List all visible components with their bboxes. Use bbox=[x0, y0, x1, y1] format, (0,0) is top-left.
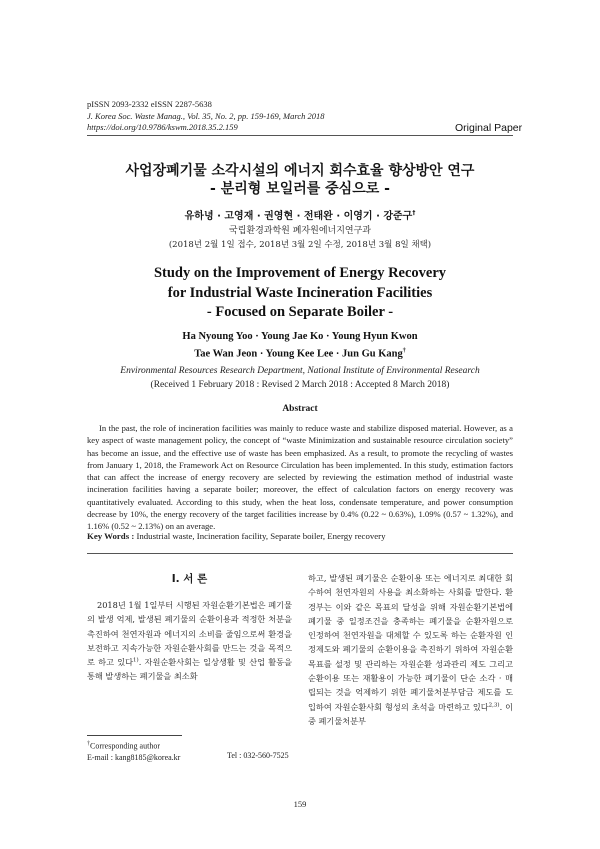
intro-text-a: 2018년 1월 1일부터 시행된 자원순환기본법은 폐기물의 발생 억제, 발생된 폐기물의 순환이용과 적정한 처분을 촉진하여 천연자원과 에너지의 소비를 줄임으로써 환경을 보전하고 지속가능한 자원순환사회를 만드는 것을 목적으로 하고 있다 bbox=[87, 600, 292, 668]
korean-title bbox=[87, 162, 513, 198]
footnote-label: Corresponding author bbox=[90, 741, 160, 751]
keywords-list: Industrial waste, Incineration facility, Separate boiler, Energy recovery bbox=[136, 531, 386, 541]
english-title bbox=[87, 264, 513, 323]
english-authors-line1: Ha Nyoung Yoo · Young Jae Ko · Young Hyun Kwon bbox=[182, 331, 418, 342]
corresponding-mark-en: † bbox=[402, 348, 406, 354]
korean-authors bbox=[87, 207, 513, 222]
english-title-line2: for Industrial Waste Incineration Facilities bbox=[167, 284, 433, 301]
journal-meta bbox=[87, 99, 325, 134]
intro-paragraph-1-cont bbox=[308, 571, 513, 728]
article-type-label: Original Paper bbox=[455, 122, 523, 134]
english-authors-line2: Tae Wan Jeon · Young Kee Lee · Jun Gu Kang bbox=[194, 348, 403, 360]
intro-text-c: 하고, 발생된 폐기물은 순환이용 또는 에너지로 최대한 회수하여 천연자원의 사용을 최소화하는 사회를 말한다. 환경부는 이와 같은 목표의 달성을 위해 자원순환기본법에 폐기물 중 일정조건을 충족하는 폐기물을 순환자원으로 인정하여 천연자원을 대체할 수 있도록 하는 순환자원 인정제도와 폐기물의 순환이용을 촉진하기 위하여 자원순환 목표를 설정 및 관리하는 자원순환 성과관리 제도 그리고 순환이용 또는 재활용이 가능한 폐기물이 단순 소각 · 매립되는 것을 억제하기 위한 폐기물처분부담금 제도를 도입하여 자원순환사회 형성의 초석을 마련하고 있다 bbox=[308, 573, 513, 712]
footnote-mark: † bbox=[87, 741, 90, 747]
citation-ref-2: 2,3) bbox=[488, 701, 500, 708]
footnote-rule bbox=[87, 735, 182, 736]
english-affiliation: Environmental Resources Research Department, National Institute of Environmental Research bbox=[120, 366, 480, 376]
section-heading-introduction: I. 서 론 bbox=[171, 573, 208, 585]
korean-title-line2: - 분리형 보일러를 중심으로 - bbox=[210, 181, 390, 197]
doi-link[interactable]: https://doi.org/10.9786/kswm.2018.35.2.159 bbox=[87, 122, 238, 132]
english-title-line1: Study on the Improvement of Energy Recovery bbox=[153, 265, 447, 281]
header-rule bbox=[87, 135, 513, 136]
corresponding-mark: † bbox=[412, 209, 416, 217]
english-title-line3: - Focused on Separate Boiler - bbox=[206, 304, 394, 320]
keywords-label: Key Words : bbox=[87, 531, 135, 541]
keywords bbox=[87, 531, 513, 541]
footnote-email: E-mail : kang8185@korea.kr bbox=[87, 752, 181, 762]
english-dates: (Received 1 February 2018 : Revised 2 March 2018 : Accepted 8 March 2018) bbox=[150, 380, 450, 390]
page-number: 159 bbox=[293, 799, 307, 809]
intro-text-b: . 자원순환사회는 일상생활 및 산업 활동을 통해 발생하는 폐기물을 최소화 bbox=[87, 657, 292, 682]
footnote-tel: Tel : 032-560-7525 bbox=[227, 751, 289, 760]
abstract-heading: Abstract bbox=[282, 404, 318, 414]
abstract-text: In the past, the role of incineration facilities was mainly to reduce waste and stabilize disposed material. However, as a key aspect of waste management policy, the concept of “waste Minimization and sustainable resource circulation society” has become an issue, and the effective use of waste has been emphasized. As a result, to promote the recycling of wastes from January 1, 2018, the Framework Act on Resource Circulation has been implemented. In this study, estimation factors that can affect the increase of energy recovery are selected by reviewing the estimation method of industrial waste incineration facilities having a separate boiler; moreover, the effect of calculation factors on energy recovery was quantitatively evaluated. According to this study, when the heat loss, condensate temperature, and power consumption decrease by 10%, the energy recovery of the target facilities increase by 0.4% (0.22 ~ 0.63%), 1.09% (0.57 ~ 1.32%), and 1.16% (0.52 ~ 2.13%) on an average. bbox=[87, 423, 513, 532]
citation-ref-1: 1) bbox=[133, 657, 139, 664]
english-authors bbox=[87, 330, 513, 362]
abstract-body bbox=[87, 422, 513, 533]
issn-line: pISSN 2093-2332 eISSN 2287-5638 bbox=[87, 99, 212, 109]
body-column-right bbox=[308, 571, 513, 728]
korean-title-line1: 사업장폐기물 소각시설의 에너지 회수효율 향상방안 연구 bbox=[125, 163, 475, 179]
footnote bbox=[87, 739, 297, 763]
korean-author-names: 유하녕 · 고영재 · 권영현 · 전태완 · 이영기 · 강준구 bbox=[184, 211, 413, 222]
korean-dates: (2018년 2월 1일 접수, 2018년 3월 2일 수정, 2018년 3월 8일 채택) bbox=[168, 240, 432, 250]
intro-text-d: . 이 중 폐기물처분부 bbox=[308, 701, 513, 726]
body-column-left bbox=[87, 598, 292, 684]
abstract-rule bbox=[87, 553, 513, 554]
journal-citation: J. Korea Soc. Waste Manag., Vol. 35, No. 2, pp. 159-169, March 2018 bbox=[87, 110, 325, 121]
korean-affiliation: 국립환경과학원 폐자원에너지연구과 bbox=[229, 226, 371, 236]
intro-paragraph-1 bbox=[87, 598, 292, 684]
